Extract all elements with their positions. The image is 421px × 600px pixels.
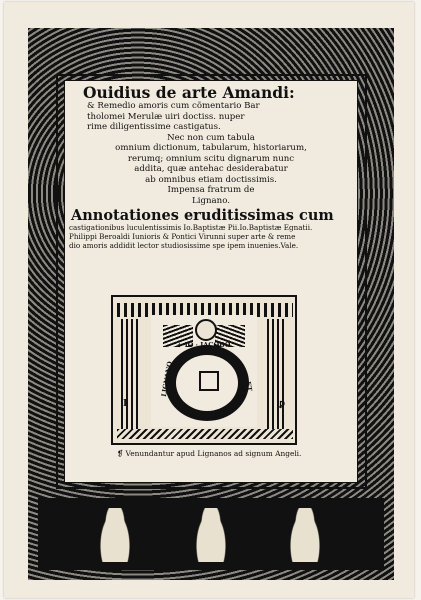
bottom-ornament-band bbox=[38, 498, 384, 570]
intro-line: & Remedio amoris cum cõmentario Bar bbox=[87, 101, 260, 112]
intro-line: Impensa fratrum de bbox=[167, 185, 255, 196]
device-initial-right: ꝑ bbox=[279, 399, 285, 409]
device-center bbox=[151, 315, 257, 427]
intro-line: tholomei Merulæ uiri doctiss. nuper bbox=[87, 111, 245, 122]
intro-line: rime diligentissime castigatus. bbox=[87, 122, 221, 133]
device-motto-left: LIGNANO bbox=[159, 360, 174, 398]
book-page bbox=[4, 2, 414, 598]
intro-line: omnium dictionum, tabularum, historiarum, bbox=[115, 143, 307, 154]
angel-head-icon bbox=[195, 319, 217, 341]
annotations-line: castigationibus luculentissimis Io.Baptistæ Pii.Io.Baptistæ Egnatii. bbox=[69, 223, 313, 233]
intro-line: ab omnibus etiam doctissimis. bbox=[145, 174, 277, 185]
device-base bbox=[117, 429, 293, 439]
intro-line: Nec non cum tabula bbox=[167, 132, 255, 143]
intro-line: Lignano. bbox=[192, 195, 230, 206]
intro-line: addita, quæ antehac desiderabatur bbox=[134, 164, 288, 175]
roundel-center bbox=[176, 355, 238, 411]
device-initial-left: I bbox=[123, 399, 128, 409]
annotations-line: dio amoris addidit lector studiosissime spe ipem inuenies.Vale. bbox=[69, 241, 299, 251]
title-text-panel bbox=[64, 80, 358, 483]
device-frame bbox=[111, 295, 297, 445]
annotations-line: Philippi Beroaldi Iunioris & Pontici Virunni super arte & reme bbox=[69, 232, 296, 242]
device-column-right bbox=[267, 319, 287, 429]
colophon: ❡ Venundantur apud Lignanos ad signum Angeli. bbox=[117, 449, 302, 458]
intro-line: rerumq; omnium scitu dignarum nunc bbox=[127, 153, 295, 164]
device-column-left bbox=[121, 319, 141, 429]
device-motto-top: + IO · IACOBO bbox=[177, 341, 231, 349]
printers-device bbox=[111, 295, 295, 445]
center-ornament bbox=[194, 508, 228, 562]
annotations-heading: Annotationes eruditissimas cum bbox=[71, 207, 334, 225]
putto-figure bbox=[288, 508, 322, 562]
work-title: Ouidius de arte Amandi: bbox=[83, 83, 295, 102]
monogram-icon bbox=[199, 371, 219, 391]
device-motto-right: ET FRA bbox=[236, 380, 254, 399]
woodcut-border bbox=[28, 28, 394, 580]
putto-figure bbox=[98, 508, 132, 562]
